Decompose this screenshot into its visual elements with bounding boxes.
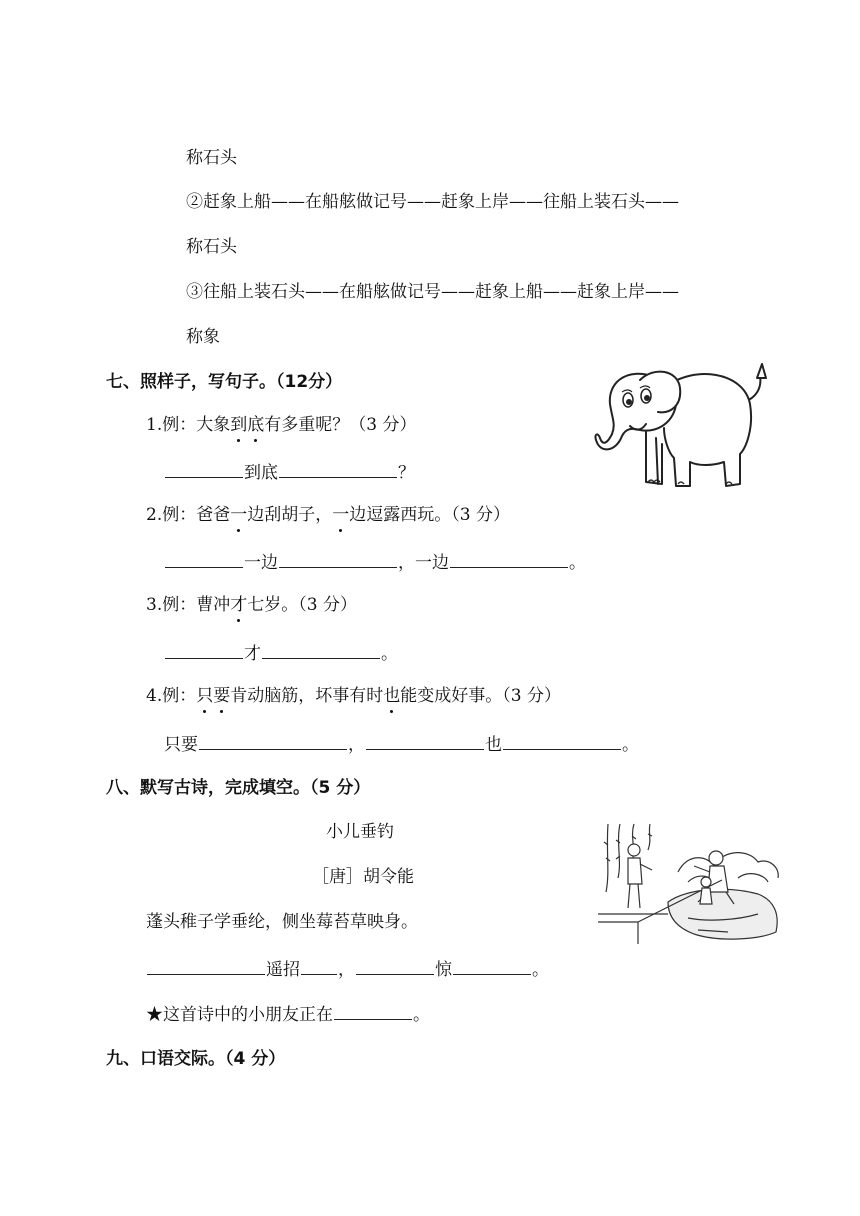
poem-fill-mid2: 惊 — [435, 960, 452, 980]
section7-title: 七、照样子，写句子。（12分） — [106, 372, 343, 392]
q4-mid: 肯动脑筋，坏事有时 — [230, 686, 384, 706]
q1-dotted-2: 底 — [247, 415, 265, 435]
q2-blank-3[interactable] — [450, 549, 568, 568]
q4-blank-3[interactable] — [503, 731, 621, 750]
q4-ans-start: 只要 — [164, 735, 198, 755]
q4-ans-mid: 也 — [485, 735, 502, 755]
q4-suffix: 能变成好事。（3 分） — [400, 686, 561, 706]
q4-ans-end: 。 — [622, 735, 639, 755]
q1-ans-end: ？ — [398, 463, 415, 483]
option2-end-text: 称石头 — [186, 237, 237, 257]
q2-suffix: 边逗露西玩。（3 分） — [349, 505, 510, 525]
section9-title: 九、口语交际。（4 分） — [106, 1049, 286, 1069]
option3-text: ③往船上装石头——在船舷做记号——赶象上船——赶象上岸—— — [186, 282, 679, 302]
q2-dotted-1: 一 — [230, 505, 248, 525]
q2-ans-mid: 一边 — [244, 553, 278, 573]
q3-blank-1[interactable] — [165, 640, 243, 659]
q3-example — [146, 593, 357, 617]
poem-blank-1[interactable] — [147, 956, 265, 975]
poem-fill-end: 。 — [532, 960, 549, 980]
q2-blank-1[interactable] — [165, 549, 243, 568]
q2-ans-sep: ，一边 — [398, 553, 449, 573]
q1-blank-1[interactable] — [165, 459, 243, 478]
q2-mid: 边刮胡子， — [247, 505, 333, 525]
q2-blank-2[interactable] — [279, 549, 397, 568]
poem-line-1: 蓬头稚子学垂纶，侧坐莓苔草映身。 — [146, 912, 418, 932]
q3-ans-mid: 才 — [244, 644, 261, 664]
q1-blank-2[interactable] — [279, 459, 397, 478]
star-blank[interactable] — [334, 1001, 412, 1020]
q1-example — [146, 413, 416, 437]
q4-answer-line — [164, 731, 639, 757]
q3-dotted-1: 才 — [230, 595, 248, 615]
q3-answer-line — [164, 640, 398, 666]
q3-ans-end: 。 — [381, 644, 398, 664]
q4-blank-2[interactable] — [366, 731, 484, 750]
q3-prefix: 3.例：曹冲 — [146, 595, 231, 615]
q4-dotted-3: 也 — [383, 686, 401, 706]
poem-author: ［唐］胡令能 — [312, 867, 414, 887]
q1-prefix: 1.例：大象 — [146, 415, 231, 435]
q4-ans-sep: ， — [348, 735, 365, 755]
star-question-text: ★这首诗中的小朋友正在 — [146, 1005, 333, 1025]
poem-title: 小儿垂钓 — [326, 822, 394, 842]
q4-prefix: 4.例： — [146, 686, 197, 706]
q2-ans-end: 。 — [569, 553, 586, 573]
q1-dotted-1: 到 — [230, 415, 248, 435]
q2-prefix: 2.例：爸爸 — [146, 505, 231, 525]
q4-blank-1[interactable] — [199, 731, 347, 750]
poem-fill-line — [146, 956, 549, 982]
poem-blank-4[interactable] — [453, 956, 531, 975]
q2-dotted-2: 一 — [332, 505, 350, 525]
section8-title: 八、默写古诗，完成填空。（5 分） — [106, 778, 371, 798]
q4-dotted-2: 要 — [213, 686, 231, 706]
q1-suffix: 有多重呢？（3 分） — [264, 415, 417, 435]
q2-answer-line — [164, 549, 586, 575]
option1-end-text: 称石头 — [186, 148, 237, 168]
q3-suffix: 七岁。（3 分） — [247, 595, 357, 615]
q3-blank-2[interactable] — [262, 640, 380, 659]
fishing-illustration — [598, 822, 780, 952]
poem-blank-3[interactable] — [356, 956, 434, 975]
poem-fill-sep: ， — [338, 960, 355, 980]
poem-blank-2[interactable] — [301, 956, 337, 975]
q1-answer-line — [164, 459, 415, 485]
q2-example — [146, 503, 510, 527]
star-question — [146, 1001, 430, 1027]
elephant-illustration — [594, 358, 776, 492]
q1-ans-mid: 到底 — [244, 463, 278, 483]
option3-end-text: 称象 — [186, 327, 220, 347]
poem-fill-mid1: 遥招 — [266, 960, 300, 980]
option2-text: ②赶象上船——在船舷做记号——赶象上岸——往船上装石头—— — [186, 192, 679, 212]
star-question-end: 。 — [413, 1005, 430, 1025]
q4-dotted-1: 只 — [196, 686, 214, 706]
q4-example — [146, 684, 561, 708]
